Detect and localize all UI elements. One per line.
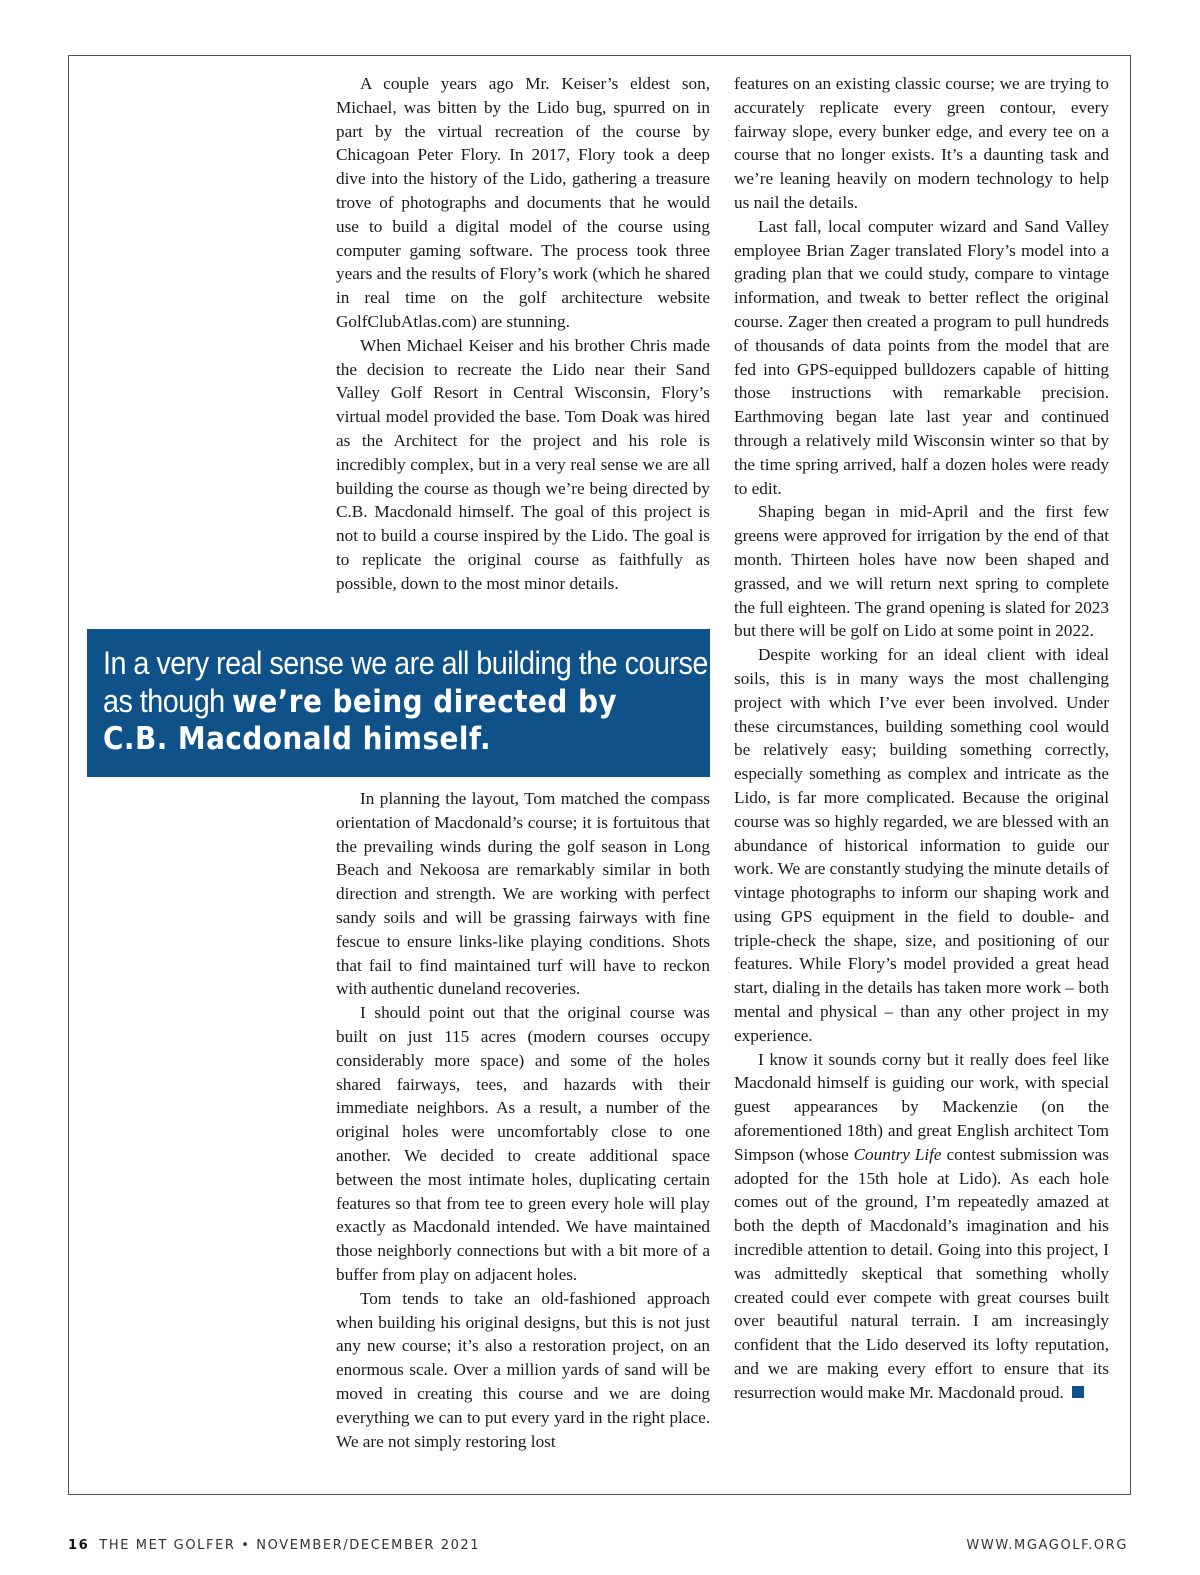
end-mark-icon xyxy=(1072,1386,1084,1398)
paragraph: Shaping began in mid-April and the first few greens were approved for irrigation by the end of that month. Thirteen holes have now been shaped and grassed, and we will return next spring to complete the full eighteen. The grand opening is slated for 2023 but there will be golf on Lido at some point in 2022. xyxy=(734,502,1109,641)
paragraph: In planning the layout, Tom matched the compass orientation of Macdonald’s course; it is fortuitous that the prevailing winds during the golf season in Long Beach and Nekoosa are remarkably similar in both direction and strength. We are working with perfect sandy soils and will be grassing fairways with fine fescue to ensure links-like playing conditions. Shots that fail to find maintained turf will have to reckon with authentic duneland recoveries. xyxy=(336,789,710,999)
pull-quote-line-2: as though we’re being directed by xyxy=(103,683,618,720)
paragraph-final: I know it sounds corny but it really does feel like Macdonald himself is guiding our work, with special guest appearances by Mackenzie (on the aforementioned 18th) and great English architect Tom Simpson (whose Country Life contest submission was adopted for the 15th hole at Lido). As each hole comes out of the ground, I’m repeatedly amazed at both the depth of Macdonald’s imagination and his incredible attention to detail. Going into this project, I was admittedly skeptical that something wholly created could ever compete with great courses built over beautiful natural terrain. I am increasingly confident that the Lido deserved its lofty reputation, and we are making every effort to ensure that its resurrection would make Mr. Macdonald proud. xyxy=(734,1049,1109,1402)
paragraph: Despite working for an ideal client with ideal soils, this is in many ways the most challenging project with which I’ve ever been involved. Under these circumstances, building something cool would be relatively easy; building something correctly, especially something as complex and intricate as the Lido, is far more complicated. Because the original course was so highly regarded, we are blessed with an abundance of historical information to guide our work. We are constantly studying the minute details of vintage photographs to inform our shaping work and using GPS equipment in the field to double- and triple-check the shape, size, and positioning of our features. While Flory’s model provided a great head start, dialing in the details has taken more work – both mental and physical – than any other project in my experience. xyxy=(734,645,1109,1045)
magazine-title: Country Life xyxy=(853,1144,942,1164)
paragraph: Last fall, local computer wizard and Sand Valley employee Brian Zager translated Flory’s model into a grading plan that we could study, compare to vintage information, and tweak to better reflect the original course. Zager then created a program to pull hundreds of thousands of data points from the model that are fed into GPS-equipped bulldozers capable of hitting those instructions with remarkable precision. Earthmoving began late last year and continued through a relatively mild Wisconsin winter so that by the time spring arrived, half a dozen holes were ready to edit. xyxy=(734,216,1109,498)
pull-quote xyxy=(87,629,710,777)
page-number: 16 xyxy=(68,1538,90,1553)
paragraph: When Michael Keiser and his brother Chris made the decision to recreate the Lido near their Sand Valley Golf Resort in Central Wisconsin, Flory’s virtual model provided the base. Tom Doak was hired as the Architect for the project and his role is incredibly complex, but in a very real sense we are all building the course as though we’re being directed by C.B. Macdonald himself. The goal of this project is not to build a course inspired by the Lido. The goal is to replicate the original course as faithfully as possible, down to the most minor details. xyxy=(336,335,710,593)
paragraph: features on an existing classic course; we are trying to accurately replicate every green contour, every fairway slope, every bunker edge, and every tee on a course that no longer exists. It’s a daunting task and we’re leaning heavily on modern technology to help us nail the details. xyxy=(734,74,1109,212)
website-link[interactable]: WWW.MGAGOLF.ORG xyxy=(966,1538,1128,1553)
publication-info: THE MET GOLFER • NOVEMBER/DECEMBER 2021 xyxy=(99,1538,481,1553)
article-column-left-top xyxy=(336,72,710,596)
article-column-left-bottom xyxy=(336,787,710,1453)
footer-left xyxy=(68,1538,480,1553)
paragraph: Tom tends to take an old-fashioned approach when building his original designs, but this is not just any new course; it’s also a restoration project, on an enormous scale. Over a million yards of sand will be moved in creating this course and we are doing everything we can to put every yard in the right place. We are not simply restoring lost xyxy=(336,1288,710,1451)
pull-quote-line-3: C.B. Macdonald himself. xyxy=(103,721,492,757)
paragraph: I should point out that the original course was built on just 115 acres (modern courses occupy considerably more space) and some of the holes shared fairways, tees, and hazards with their immediate neighbors. As a result, a number of the original holes were uncomfortably close to one another. We decided to create additional space between the most intimate holes, duplicating certain features so that from tee to green every hole will play exactly as Macdonald intended. We have maintained those neighborly connections but with a bit more of a buffer from play on adjacent holes. xyxy=(336,1003,710,1284)
pull-quote-line-1: In a very real sense we are all building the course xyxy=(103,645,708,681)
paragraph: A couple years ago Mr. Keiser’s eldest son, Michael, was bitten by the Lido bug, spurred on in part by the virtual recreation of the course by Chicagoan Peter Flory. In 2017, Flory took a deep dive into the history of the Lido, gathering a treasure trove of photographs and documents that he would use to build a digital model of the course using computer gaming software. The process took three years and the results of Flory’s work (which he shared in real time on the golf architecture website GolfClubAtlas.com) are stunning. xyxy=(336,74,710,331)
article-column-right xyxy=(734,72,1109,1405)
